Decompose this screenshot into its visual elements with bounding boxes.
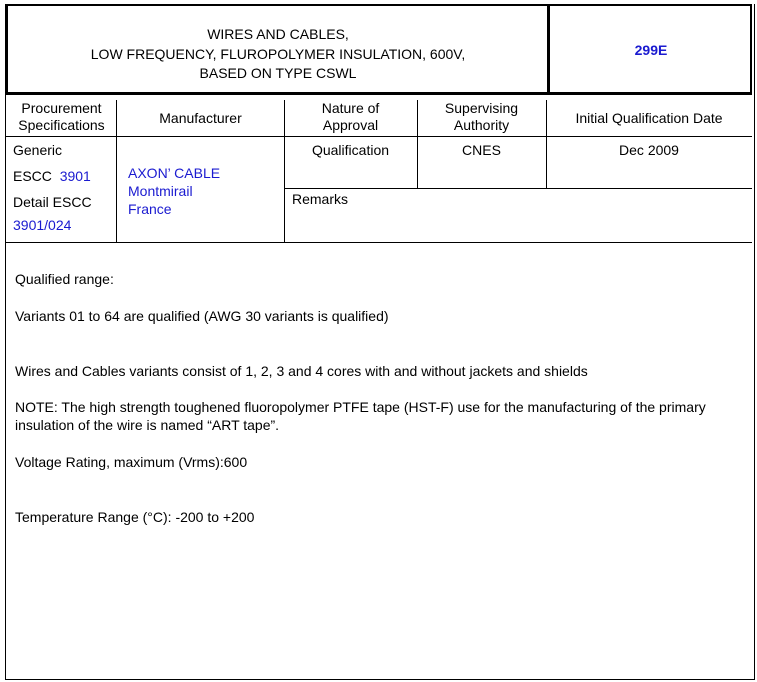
remarks-label: Remarks: [292, 191, 349, 207]
header-box: [6, 4, 752, 95]
voltage-rating-text: Voltage Rating, maximum (Vrms):600: [15, 454, 248, 470]
qual-date-value: Dec 2009: [619, 142, 679, 158]
col-header-manufacturer: Manufacturer: [159, 110, 242, 126]
manufacturer-city: Montmirail: [128, 183, 193, 199]
col-header-authority-line2: Authority: [453, 117, 510, 133]
qualification-sheet: [5, 4, 755, 680]
col-header-authority-line1: Supervising: [444, 100, 519, 116]
title-line-3: BASED ON TYPE CSWL: [199, 65, 357, 81]
spec-escc-number-link[interactable]: 3901: [59, 168, 91, 184]
authority-value: CNES: [462, 142, 501, 158]
document-number: 299E: [634, 42, 668, 58]
table-header-rule: [6, 136, 752, 137]
manufacturer-country: France: [128, 201, 172, 217]
spec-detail-number-link[interactable]: 3901/024: [13, 217, 72, 233]
col-header-procurement-line1: Procurement: [21, 100, 102, 116]
title-line-1: WIRES AND CABLES,: [207, 26, 349, 42]
qualified-range-heading: Qualified range:: [15, 271, 114, 287]
col-header-procurement: [6, 100, 117, 136]
col-header-procurement-line2: Specifications: [18, 117, 105, 133]
manufacturer-name: AXON’ CABLE: [128, 165, 221, 181]
col-header-approval: [284, 100, 417, 136]
spec-detail-label: Detail ESCC: [13, 194, 92, 210]
col-divider-2: [284, 100, 285, 242]
col-header-qual-date: Initial Qualification Date: [575, 110, 723, 126]
variants-text: Variants 01 to 64 are qualified (AWG 30 variants is qualified): [15, 308, 389, 324]
remarks-top-rule: [284, 188, 752, 189]
specifications-cell: [13, 142, 113, 238]
table-bottom-rule: [6, 242, 752, 243]
approval-value: Qualification: [311, 142, 390, 158]
col-divider-1: [116, 100, 117, 242]
col-header-approval-line2: Approval: [322, 117, 379, 133]
temperature-range-text: Temperature Range (°C): -200 to +200: [15, 509, 255, 525]
document-title: [8, 6, 548, 94]
col-header-approval-line1: Nature of: [321, 100, 380, 116]
spec-escc: [13, 168, 91, 184]
variants-consist-text: Wires and Cables variants consist of 1, 2, 3 and 4 cores with and without jackets and shields: [15, 363, 588, 379]
col-header-authority: [417, 100, 546, 136]
title-line-2: LOW FREQUENCY, FLUROPOLYMER INSULATION, 600V,: [90, 45, 466, 62]
manufacturer-cell[interactable]: [128, 164, 278, 218]
note-text: NOTE: The high strength toughened fluoropolymer PTFE tape (HST-F) use for the manufacturing of the primary insulation of the wire is named “ART tape”.: [15, 399, 706, 433]
spec-escc-label: ESCC: [13, 168, 52, 184]
spec-generic: Generic: [13, 142, 63, 158]
